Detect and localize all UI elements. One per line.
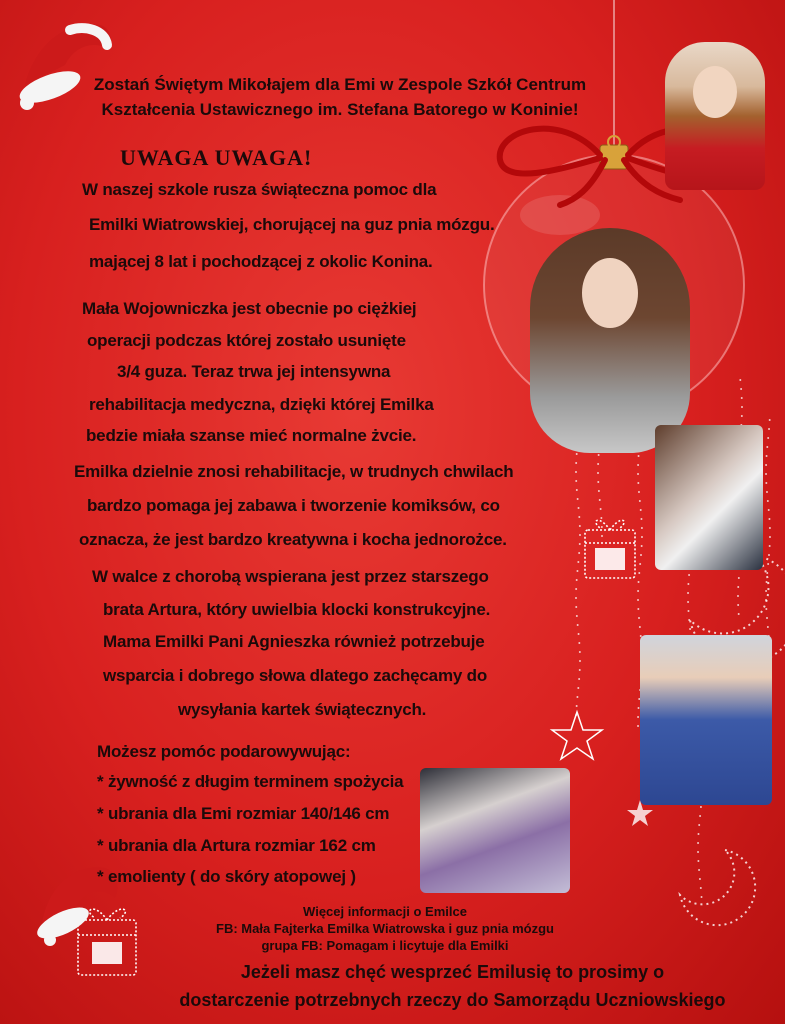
heading-uwaga: UWAGA UWAGA!	[120, 145, 313, 170]
photo-siblings	[655, 425, 763, 570]
sparkle-icon	[578, 633, 580, 635]
sparkle-icon	[638, 491, 640, 493]
sparkle-icon	[698, 824, 700, 826]
page-title: Zostań Świętym Mikołajem dla Emi w Zespole Szkół Centrum Kształcenia Ustawicznego im. Stefana Batorego w Koninie!	[93, 75, 587, 119]
footer-line: Jeżeli masz chęć wesprzeć Emilusię to prosimy o	[240, 962, 665, 982]
story-line: W walce z chorobą wspierana jest przez starszego	[92, 567, 489, 586]
sparkle-icon	[689, 628, 691, 630]
sparkle-icon	[640, 518, 642, 520]
sparkle-icon	[687, 583, 689, 585]
sparkle-icon	[576, 489, 578, 491]
sparkle-icon	[637, 464, 639, 466]
sparkle-icon	[598, 454, 600, 456]
sparkle-icon	[768, 554, 770, 556]
sparkle-icon	[578, 642, 580, 644]
sparkle-icon	[577, 624, 579, 626]
sparkle-icon	[765, 590, 767, 592]
sparkle-icon	[737, 595, 739, 597]
star-icon	[552, 712, 602, 759]
crescent-moon-icon	[680, 850, 755, 925]
sparkle-icon	[737, 586, 739, 588]
sparkle-icon	[698, 869, 700, 871]
sparkle-icon	[637, 716, 639, 718]
story-line: mającej 8 lat i pochodzącej z okolic Konina.	[89, 252, 433, 271]
photo-girl-in-ornament	[530, 228, 690, 453]
sparkle-icon	[765, 482, 767, 484]
sparkle-icon	[637, 599, 639, 601]
sparkle-icon	[765, 473, 767, 475]
sparkle-icon	[687, 601, 689, 603]
sparkle-icon	[697, 851, 699, 853]
sparkle-icon	[600, 517, 602, 519]
sparkle-icon	[639, 500, 641, 502]
sparkle-icon	[579, 669, 581, 671]
photo-girl-in-hospital-gown	[640, 635, 772, 805]
sparkle-icon	[579, 651, 581, 653]
sparkle-icon	[738, 613, 740, 615]
sparkle-icon	[638, 455, 640, 457]
sparkle-icon	[767, 626, 769, 628]
story-line: wysyłania kartek świątecznych.	[178, 700, 427, 719]
sparkle-icon	[576, 615, 578, 617]
sparkle-icon	[700, 806, 702, 808]
sparkle-icon	[579, 543, 581, 545]
sparkle-icon	[700, 887, 702, 889]
sparkle-icon	[637, 590, 639, 592]
sparkle-icon	[578, 516, 580, 518]
sparkle-icon	[767, 500, 769, 502]
sparkle-icon	[578, 507, 580, 509]
sparkle-icon	[575, 606, 577, 608]
sparkle-icon	[640, 554, 642, 556]
sparkle-icon	[768, 518, 770, 520]
sparkle-icon	[688, 574, 690, 576]
help-intro: Możesz pomóc podarowywując:	[97, 742, 351, 761]
story-line: Emilka dzielnie znosi rehabilitacje, w trudnych chwilach	[74, 462, 514, 481]
sparkle-icon	[741, 415, 743, 417]
sparkle-icon	[597, 481, 599, 483]
sparkle-icon	[578, 552, 580, 554]
sparkle-icon	[579, 660, 581, 662]
sparkle-icon	[701, 896, 703, 898]
sparkle-icon	[638, 572, 640, 574]
sparkle-icon	[638, 581, 640, 583]
sparkle-icon	[575, 462, 577, 464]
sparkle-icon	[579, 534, 581, 536]
help-item: * żywność z długim terminem spożycia	[97, 772, 404, 791]
sparkle-icon	[766, 617, 768, 619]
sparkle-icon	[576, 705, 578, 707]
sparkle-icon	[687, 610, 689, 612]
sparkle-icon	[638, 617, 640, 619]
sparkle-icon	[637, 725, 639, 727]
story-line: bedzie miała szanse mieć normalne żvcie.	[86, 426, 417, 445]
photo-girl-with-cat-ears	[665, 42, 765, 190]
sparkle-icon	[738, 577, 740, 579]
sparkle-icon	[575, 597, 577, 599]
info-line: FB: Mała Fajterka Emilka Wiatrowska i guz pnia mózgu	[216, 921, 554, 936]
story-line: bardzo pomaga jej zabawa i tworzenie komiksów, co	[87, 496, 500, 515]
sparkle-icon	[768, 428, 770, 430]
story-line: oznacza, że jest bardzo kreatywna i kocha jednorożce.	[79, 530, 507, 549]
sparkle-icon	[737, 604, 739, 606]
sparkle-icon	[576, 570, 578, 572]
sparkle-icon	[769, 527, 771, 529]
sparkle-icon	[697, 833, 699, 835]
sparkle-icon	[576, 696, 578, 698]
sparkle-icon	[597, 472, 599, 474]
sparkle-icon	[699, 878, 701, 880]
sparkle-icon	[597, 463, 599, 465]
sparkle-icon	[639, 563, 641, 565]
sparkle-icon	[769, 536, 771, 538]
sparkle-icon	[576, 453, 578, 455]
sparkle-icon	[765, 464, 767, 466]
sparkle-icon	[637, 482, 639, 484]
sparkle-icon	[767, 437, 769, 439]
sparkle-icon	[697, 860, 699, 862]
sparkle-icon	[577, 561, 579, 563]
info-line: Więcej informacji o Emilce	[303, 904, 467, 919]
sparkle-icon	[641, 527, 643, 529]
story-line: operacji podczas której zostało usunięte	[87, 331, 406, 350]
sparkle-icon	[766, 572, 768, 574]
sparkle-icon	[579, 525, 581, 527]
help-item: * ubrania dla Emi rozmiar 140/146 cm	[97, 804, 390, 823]
sparkle-icon	[578, 678, 580, 680]
sparkle-icon	[577, 687, 579, 689]
sparkle-icon	[739, 379, 741, 381]
story-line: W naszej szkole rusza świąteczna pomoc dla	[82, 180, 437, 199]
sparkle-icon	[766, 446, 768, 448]
story-line: brata Artura, który uwielbia klocki konstrukcyjne.	[103, 600, 491, 619]
help-item: * emolienty ( do skóry atopowej )	[97, 867, 356, 886]
sparkle-icon	[575, 480, 577, 482]
sparkle-icon	[641, 545, 643, 547]
photo-girl-in-hospital-bed	[420, 768, 570, 893]
sparkle-icon	[769, 545, 771, 547]
footer-message	[120, 958, 785, 1014]
sparkle-icon	[769, 419, 771, 421]
sparkle-icon	[575, 588, 577, 590]
sparkle-icon	[765, 608, 767, 610]
sparkle-icon	[600, 508, 602, 510]
sparkle-icon	[741, 397, 743, 399]
story-line: Emilki Wiatrowskiej, chorującej na guz pnia mózgu.	[89, 215, 495, 234]
sparkle-icon	[637, 608, 639, 610]
footer-line: dostarczenie potrzebnych rzeczy do Samorządu Uczniowskiego	[179, 990, 726, 1010]
sparkle-icon	[767, 563, 769, 565]
sparkle-icon	[768, 509, 770, 511]
sparkle-icon	[699, 815, 701, 817]
sparkle-icon	[637, 473, 639, 475]
sparkle-icon	[687, 592, 689, 594]
sparkle-icon	[599, 499, 601, 501]
sparkle-icon	[601, 526, 603, 528]
help-item: * ubrania dla Artura rozmiar 162 cm	[97, 836, 376, 855]
sparkle-icon	[639, 626, 641, 628]
story-line: 3/4 guza. Teraz trwa jej intensywna	[117, 362, 391, 381]
sparkle-icon	[740, 388, 742, 390]
sparkle-icon	[641, 536, 643, 538]
sparkle-icon	[577, 498, 579, 500]
info-block	[150, 903, 620, 954]
story-line: rehabilitacja medyczna, dzięki której Emilka	[89, 395, 434, 414]
sparkle-icon	[640, 509, 642, 511]
sparkle-icon	[576, 579, 578, 581]
sparkle-icon	[601, 535, 603, 537]
sparkle-icon	[598, 490, 600, 492]
sparkle-icon	[741, 406, 743, 408]
info-line: grupa FB: Pomagam i licytuje dla Emilki	[261, 938, 509, 953]
sparkle-icon	[766, 491, 768, 493]
sparkle-icon	[575, 471, 577, 473]
story-line: wsparcia i dobrego słowa dlatego zachęcamy do	[103, 666, 488, 685]
story-line: Mama Emilki Pani Agnieszka również potrzebuje	[103, 632, 485, 651]
story-line: Mała Wojowniczka jest obecnie po ciężkiej	[82, 299, 417, 318]
sparkle-icon	[766, 455, 768, 457]
sparkle-icon	[697, 842, 699, 844]
